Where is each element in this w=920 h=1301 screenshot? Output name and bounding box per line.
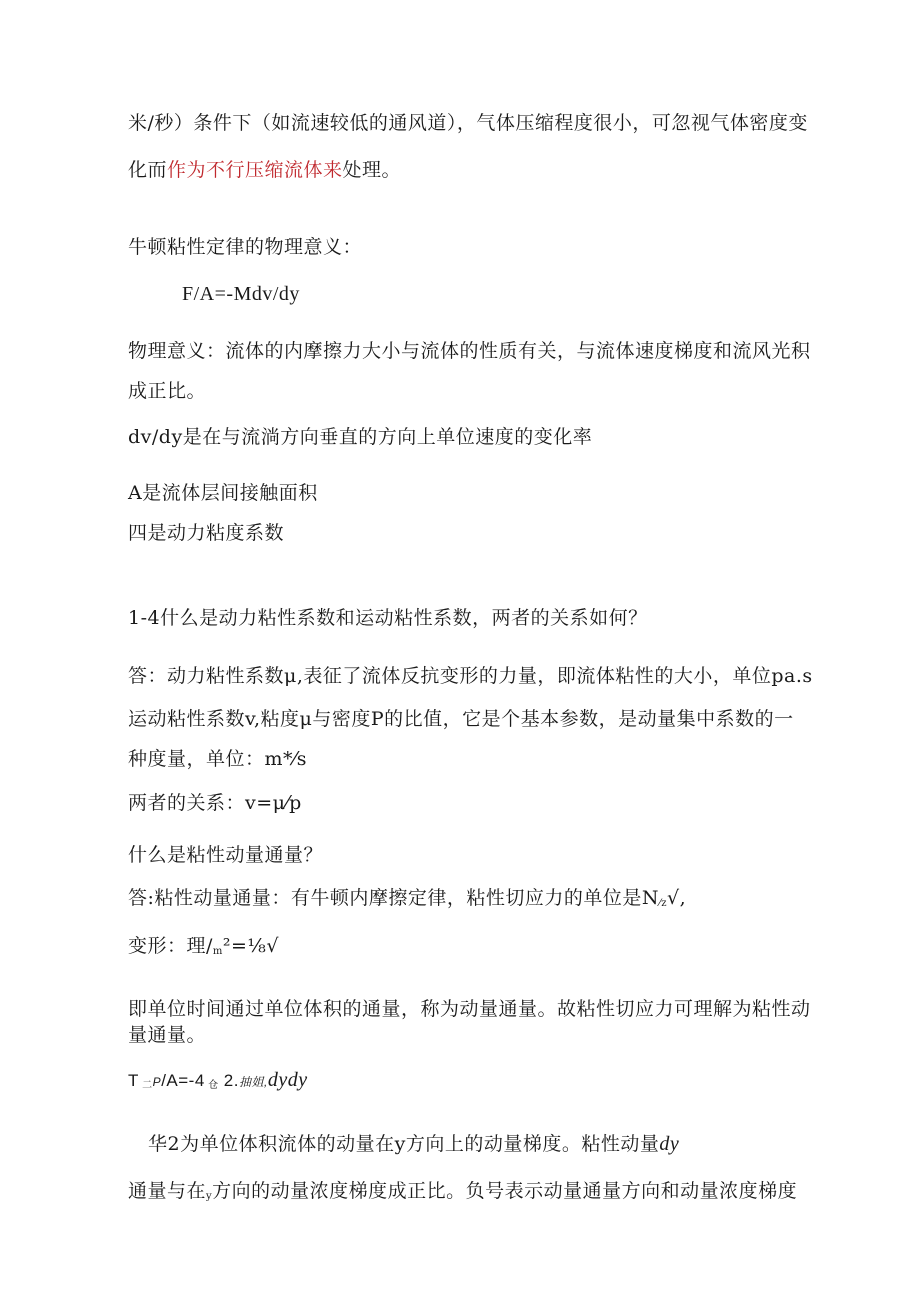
text-line: A是流体层间接触面积 <box>128 482 318 504</box>
text-span: T <box>128 1071 139 1090</box>
text-line: 四是动力粘度系数 <box>128 522 285 544</box>
text-span: 变形：理/ <box>128 935 213 957</box>
text-line: 物理意义：流体的内摩擦力大小与流体的性质有关，与流体速度梯度和流风光积 <box>128 340 811 362</box>
text-line <box>148 1131 679 1157</box>
text-span: ⁄z <box>659 898 667 909</box>
text-line <box>128 157 401 183</box>
text-span: ²=⅛√ <box>222 935 279 957</box>
question-1-4: 1-4什么是动力粘性系数和运动粘性系数，两者的关系如何？ <box>128 607 648 629</box>
text-line <box>128 933 279 965</box>
text-line: 米/秒）条件下（如流速较低的通风道），气体压缩程度很小，可忽视气体密度变 <box>128 112 808 134</box>
text-span: /A=-4 <box>161 1071 205 1090</box>
text-span: m <box>212 946 223 957</box>
text-line: 答：动力粘性系数μ,表征了流体反抗变形的力量，即流体粘性的大小，单位pa.s <box>128 665 813 687</box>
text-span: 答:粘性动量通量：有牛顿内摩擦定律，粘性切应力的单位是N <box>128 887 660 909</box>
text-span: P <box>152 1075 162 1089</box>
text-span: 化而 <box>128 159 168 181</box>
text-span: 处理。 <box>342 159 402 181</box>
question-momentum-flux: 什么是粘性动量通量？ <box>128 844 324 866</box>
text-line: 种度量，单位：m*⁄s <box>128 748 307 770</box>
text-line: 运动粘性系数v,粘度μ与密度P的比值，它是个基本参数，是动量集中系数的一 <box>128 708 794 730</box>
text-span: 华2为单位体积流体的动量在y方向上的动量梯度。粘性动量 <box>148 1133 660 1155</box>
text-span: dy <box>659 1133 680 1155</box>
text-line: 成正比。 <box>128 380 207 402</box>
text-line <box>128 1178 797 1210</box>
text-span: √, <box>666 887 687 909</box>
text-line: dv/dy是在与流淌方向垂直的方向上单位速度的变化率 <box>128 426 593 448</box>
formula-newton: F/A=-Mdv/dy <box>182 283 300 305</box>
text-line: 两者的关系：v=μ⁄p <box>128 792 302 814</box>
text-span: y <box>206 1191 213 1202</box>
text-span: 抽姐, <box>238 1075 268 1089</box>
text-line <box>128 885 686 917</box>
text-span: 通量与在 <box>128 1180 207 1202</box>
text-line: 量通量。 <box>128 1024 207 1046</box>
text-line: 即单位时间通过单位体积的通量，称为动量通量。故粘性切应力可理解为粘性动 <box>128 998 811 1020</box>
heading-newton-law: 牛顿粘性定律的物理意义： <box>128 236 363 258</box>
formula-momentum-flux <box>128 1067 308 1099</box>
text-span: 二 <box>138 1080 153 1091</box>
highlighted-text: 作为不行压缩流体来 <box>167 159 343 181</box>
text-span: 2. <box>218 1071 239 1090</box>
text-span: dydy <box>267 1069 308 1091</box>
text-span: 方向的动量浓度梯度成正比。负号表示动量通量方向和动量浓度梯度 <box>212 1180 798 1202</box>
text-span: 仓 <box>204 1080 219 1091</box>
